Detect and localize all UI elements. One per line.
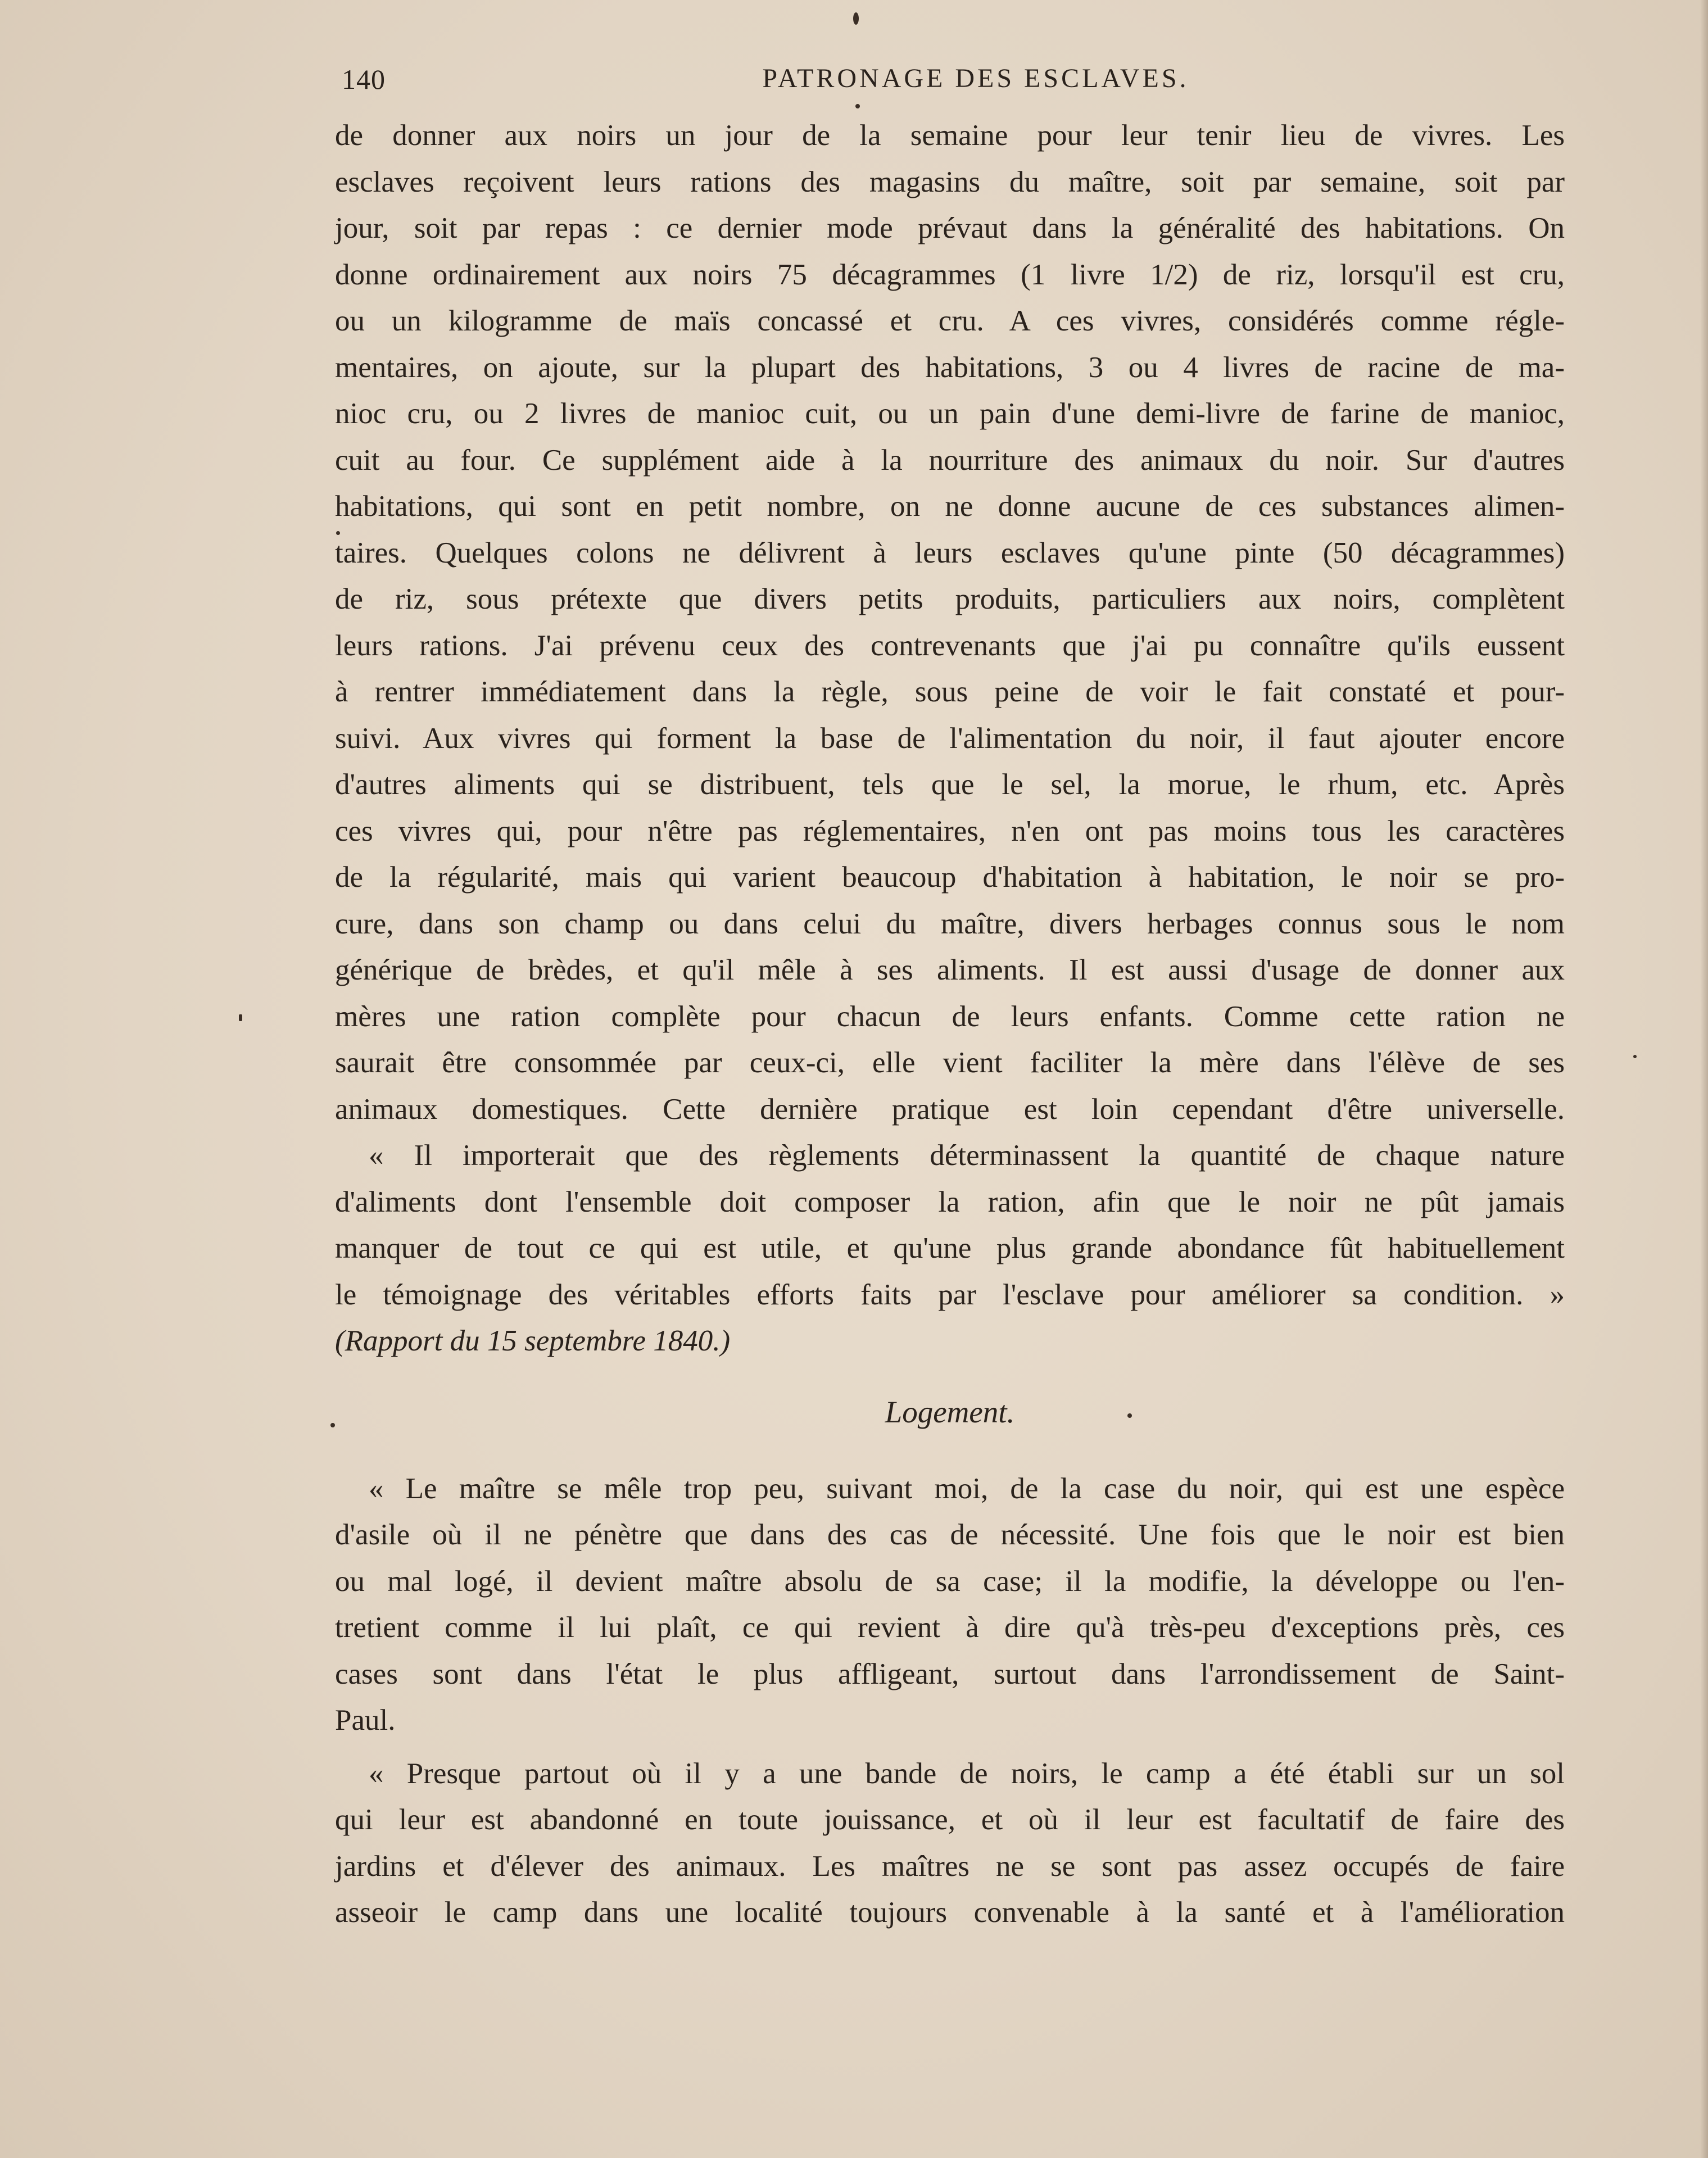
text-line: qui leur est abandonné en toute jouissance, et où il leur est facultatif de faire des [335, 1803, 1565, 1836]
text-line: nioc cru, ou 2 livres de manioc cuit, ou un pain d'une demi-livre de farine de manioc, [335, 397, 1565, 430]
spacer [335, 1744, 1565, 1751]
text-line: suivi. Aux vivres qui forment la base de l'alimentation du noir, il faut ajouter encore [335, 722, 1565, 755]
text-line: animaux domestiques. Cette dernière pratique est loin cependant d'être universelle. [335, 1092, 1565, 1126]
text-line: ces vivres qui, pour n'être pas réglementaires, n'en ont pas moins tous les caractères [335, 814, 1565, 847]
page-edge-shadow [1700, 0, 1708, 2158]
text-line: mentaires, on ajoute, sur la plupart des habitations, 3 ou 4 livres de racine de ma- [335, 351, 1565, 384]
running-title: PATRONAGE DES ESCLAVES. [762, 64, 1189, 93]
text-line: donne ordinairement aux noirs 75 décagrammes (1 livre 1/2) de riz, lorsqu'il est cru, [335, 258, 1565, 291]
section-heading: Logement. [885, 1394, 1015, 1429]
ink-speck [855, 104, 860, 108]
text-line: Paul. [335, 1704, 396, 1737]
ink-speck [239, 1014, 242, 1021]
text-line: cuit au four. Ce supplément aide à la nourriture des animaux du noir. Sur d'autres [335, 443, 1565, 477]
text-line: tretient comme il lui plaît, ce qui revient à dire qu'à très-peu d'exceptions près, ces [335, 1611, 1565, 1644]
text-line: « Il importerait que des règlements déterminassent la quantité de chaque nature [369, 1139, 1565, 1172]
text-line: jardins et d'élever des animaux. Les maîtres ne se sont pas assez occupés de faire [335, 1849, 1565, 1883]
text-line: « Presque partout où il y a une bande de noirs, le camp a été établi sur un sol [369, 1757, 1565, 1790]
text-line: habitations, qui sont en petit nombre, on ne donne aucune de ces substances alimen- [335, 490, 1565, 523]
ink-speck [853, 12, 859, 25]
text-line: d'asile où il ne pénètre que dans des cas de nécessité. Une fois que le noir est bien [335, 1518, 1565, 1551]
ink-speck [330, 1423, 335, 1427]
citation: (Rapport du 15 septembre 1840.) [335, 1325, 731, 1357]
text-line: manquer de tout ce qui est utile, et qu'une plus grande abondance fût habituellement [335, 1232, 1565, 1264]
text-line: de la régularité, mais qui varient beaucoup d'habitation à habitation, le noir se pro- [335, 861, 1565, 894]
text-line: à rentrer immédiatement dans la règle, sous peine de voir le fait constaté et pour- [335, 675, 1565, 708]
text-line: taires. Quelques colons ne délivrent à leurs esclaves qu'une pinte (50 décagrammes) [335, 536, 1565, 569]
text-line: cure, dans son champ ou dans celui du maître, divers herbages connus sous le nom [335, 907, 1565, 940]
page-number: 140 [342, 64, 386, 95]
spacer [335, 1449, 1565, 1466]
text-line: asseoir le camp dans une localité toujours convenable à la santé et à l'amélioration [335, 1896, 1565, 1929]
text-line: esclaves reçoivent leurs rations des magasins du maître, soit par semaine, soit par [335, 165, 1565, 198]
page-header [342, 63, 1565, 102]
text-line: le témoignage des véritables efforts faits par l'esclave pour améliorer sa condition. » [335, 1278, 1565, 1311]
text-line: jour, soit par repas : ce dernier mode prévaut dans la généralité des habitations. On [335, 212, 1565, 244]
text-line: mères une ration complète pour chacun de leurs enfants. Comme cette ration ne [335, 1000, 1565, 1033]
ink-speck [1633, 1055, 1637, 1058]
text-line: ou mal logé, il devient maître absolu de sa case; il la modifie, la développe ou l'en- [335, 1565, 1565, 1598]
text-line: leurs rations. J'ai prévenu ceux des contrevenants que j'ai pu connaître qu'ils eussent [335, 629, 1565, 662]
text-line: ou un kilogramme de maïs concassé et cru. A ces vivres, considérés comme régle- [335, 305, 1565, 337]
text-line: générique de brèdes, et qu'il mêle à ses aliments. Il est aussi d'usage de donner aux [335, 954, 1565, 986]
text-line: de riz, sous prétexte que divers petits produits, particuliers aux noirs, complètent [335, 583, 1565, 615]
text-line: de donner aux noirs un jour de la semaine pour leur tenir lieu de vivres. Les [335, 119, 1565, 152]
body-text [335, 112, 1565, 1936]
text-line: cases sont dans l'état le plus affligeant, surtout dans l'arrondissement de Saint- [335, 1657, 1565, 1690]
text-line: saurait être consommée par ceux-ci, elle vient faciliter la mère dans l'élève de ses [335, 1046, 1565, 1079]
text-line: « Le maître se mêle trop peu, suivant moi, de la case du noir, qui est une espèce [369, 1472, 1565, 1505]
text-line: d'aliments dont l'ensemble doit composer la ration, afin que le noir ne pût jamais [335, 1185, 1565, 1218]
text-line: d'autres aliments qui se distribuent, tels que le sel, la morue, le rhum, etc. Après [335, 768, 1565, 801]
